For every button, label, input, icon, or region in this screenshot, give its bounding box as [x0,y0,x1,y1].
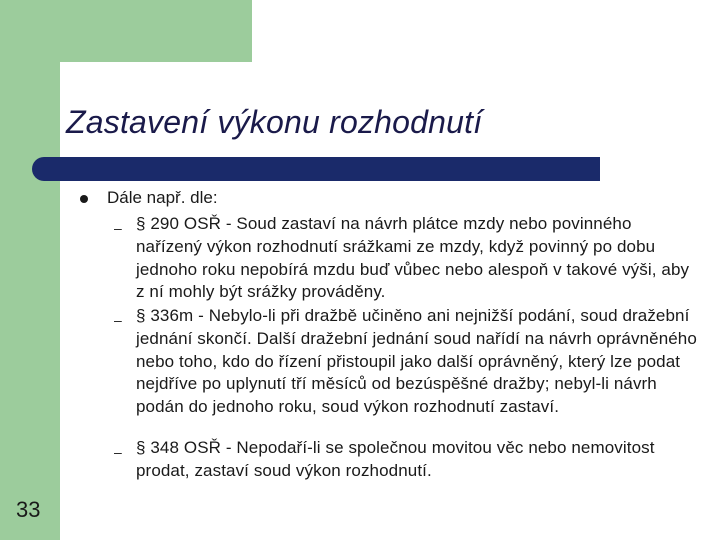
subitem-text: § 348 OSŘ - Nepodaří-li se společnou movitou věc nebo nemovitost prodat, zastaví soud výkon rozhodnutí. [136,438,655,480]
bullet-text: Dále např. dle: [107,188,218,207]
bullet-dot-icon [80,195,88,203]
slide-number: 33 [16,497,41,522]
dash-marker: – [114,220,122,236]
dash-marker: – [114,444,122,460]
subitem-text: § 290 OSŘ - Soud zastaví na návrh plátce mzdy nebo povinného nařízený výkon rozhodnutí srážkami ze mzdy, když povinný po dobu jednoho roku nepobírá mzdu buď vůbec nebo alespoň v takové výši, aby z ní mohly být srážky prováděny. [136,214,690,302]
dash-marker: – [114,312,122,328]
subitem-text: § 336m - Nebylo-li při dražbě učiněno ani nejnižší podání, soud dražební jednání skončí. Další dražební jednání soud nařídí na návrh oprávněného nebo toho, kdo do řízení přistoupil jako další oprávněný, který lze podat nejdříve po uplynutí tří měsíců od bezúspěšné dražby; nebyl-li návrh podán do jednoho roku, soud výkon rozhodnutí zastaví. [136,306,697,417]
slide-title: Zastavení výkonu rozhodnutí [66,104,483,140]
